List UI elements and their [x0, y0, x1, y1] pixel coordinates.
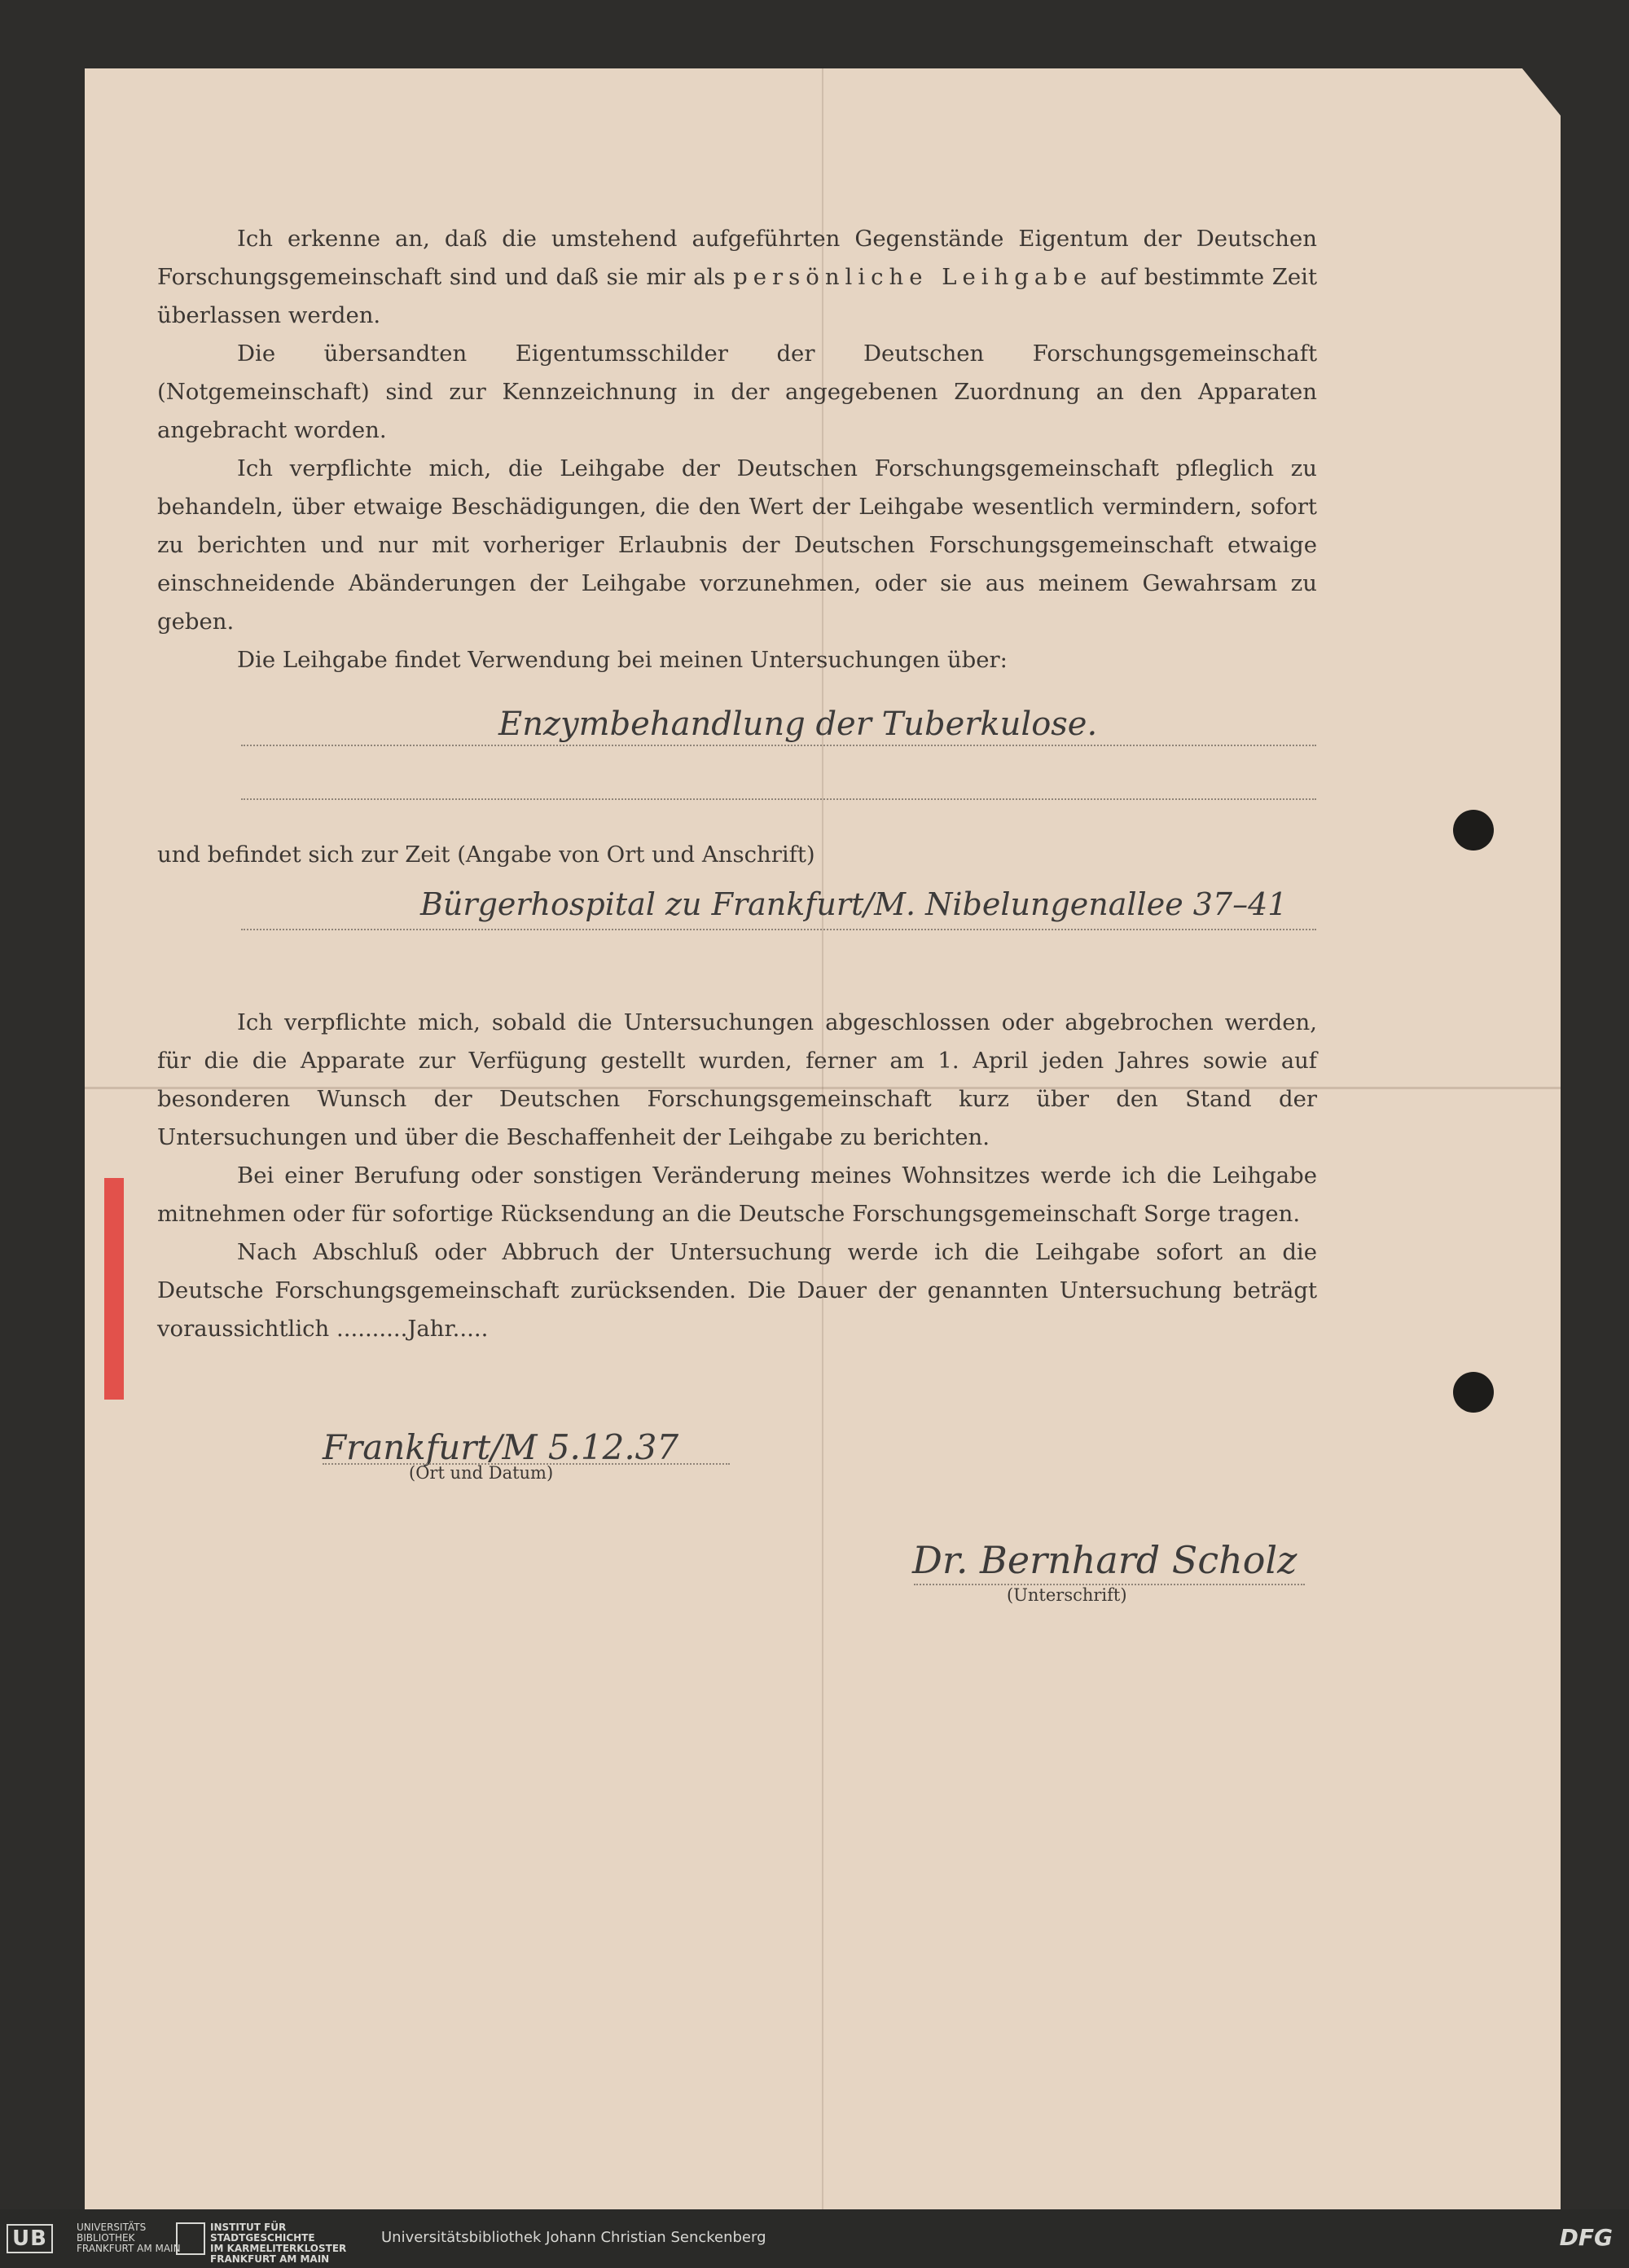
paragraph-labels: Die übersandten Eigentumsschilder der Deutschen Forschungsgemeinschaft (Notgemeinschaft) sind zur Kennzeichnung in der angegebenen Zuordnung an den Apparaten angebracht worden. — [157, 341, 1317, 443]
punch-hole-upper — [1453, 810, 1494, 850]
paragraph-ownership: Ich erkenne an, daß die umstehend aufgeführten Gegenstände Eigentum der Deutschen Forschungsgemeinschaft sind und daß sie mir als persönliche Leihgabe auf bestimmte Zeit überlassen werden. — [157, 226, 1318, 328]
ub-logo[interactable]: UB — [7, 2224, 53, 2253]
obligations-text — [157, 1004, 1317, 1348]
paragraph-reporting: Ich verpflichte mich, sobald die Untersuchungen abgeschlossen oder abgebrochen werden, für die die Apparate zur Verfügung gestellt wurden, ferner am 1. April jeden Jahres sowie auf besonderen Wunsch der Deutschen Forschungsgemeinschaft kurz über den Stand der Untersuchungen und über die Beschaffenheit der Leihgabe zu berichten. — [157, 1009, 1317, 1150]
punch-hole-lower — [1453, 1372, 1494, 1413]
signature-label: (Unterschrift) — [1007, 1585, 1127, 1605]
dfg-logo[interactable]: DFG — [1559, 2224, 1613, 2251]
spaced-emphasis: persönliche Leihgabe — [733, 264, 1093, 290]
location-label-block — [157, 836, 1317, 874]
isg-logo-text: INSTITUT FÜR STADTGESCHICHTE IM KARMELITERKLOSTER FRANKFURT AM MAIN — [210, 2222, 347, 2265]
usage-dotted-line-1 — [241, 745, 1316, 746]
paragraph-relocation: Bei einer Berufung oder sonstigen Veränderung meines Wohnsitzes werde ich die Leihgabe mitnehmen oder für sofortige Rücksendung an die Deutsche Forschungsgemeinschaft Sorge tragen. — [157, 1163, 1317, 1227]
location-handwritten: Bürgerhospital zu Frankfurt/M. Nibelungenallee 37–41 — [420, 886, 1288, 922]
usage-handwritten: Enzymbehandlung der Tuberkulose. — [498, 705, 1098, 743]
place-date-handwritten: Frankfurt/M 5.12.37 — [323, 1427, 679, 1467]
ub-logo-text: UNIVERSITÄTS BIBLIOTHEK FRANKFURT AM MAIN — [77, 2222, 181, 2254]
paragraph-care: Ich verpflichte mich, die Leihgabe der Deutschen Forschungsgemeinschaft pfleglich zu behandeln, über etwaige Beschädigungen, die den Wert der Leihgabe wesentlich vermindern, sofort zu berichten und nur mit vorheriger Erlaubnis der Deutschen Forschungsgemeinschaft etwaige einschneidende Abänderungen der Leihgabe vorzunehmen, oder sie aus meinem Gewahrsam zu geben. — [157, 455, 1317, 635]
location-label: und befindet sich zur Zeit (Angabe von Ort und Anschrift) — [157, 842, 815, 868]
declaration-text — [157, 220, 1317, 679]
usage-dotted-line-2 — [241, 798, 1316, 800]
location-dotted-line — [241, 929, 1316, 930]
red-marker-strip — [104, 1178, 124, 1400]
paragraph-usage-intro: Die Leihgabe findet Verwendung bei meinen Untersuchungen über: — [237, 647, 1008, 673]
viewer-footer-bar — [0, 2209, 1629, 2268]
place-date-label: (Ort und Datum) — [409, 1463, 554, 1483]
signature-handwritten: Dr. Bernhard Scholz — [912, 1538, 1297, 1582]
isg-logo-icon[interactable] — [176, 2222, 205, 2255]
library-title: Universitätsbibliothek Johann Christian Senckenberg — [381, 2229, 766, 2246]
paragraph-return: Nach Abschluß oder Abbruch der Untersuchung werde ich die Leihgabe sofort an die Deutsche Forschungsgemeinschaft zurücksenden. Die Dauer der genannten Untersuchung beträgt voraussichtlich ..........Jahr..... — [157, 1239, 1317, 1342]
